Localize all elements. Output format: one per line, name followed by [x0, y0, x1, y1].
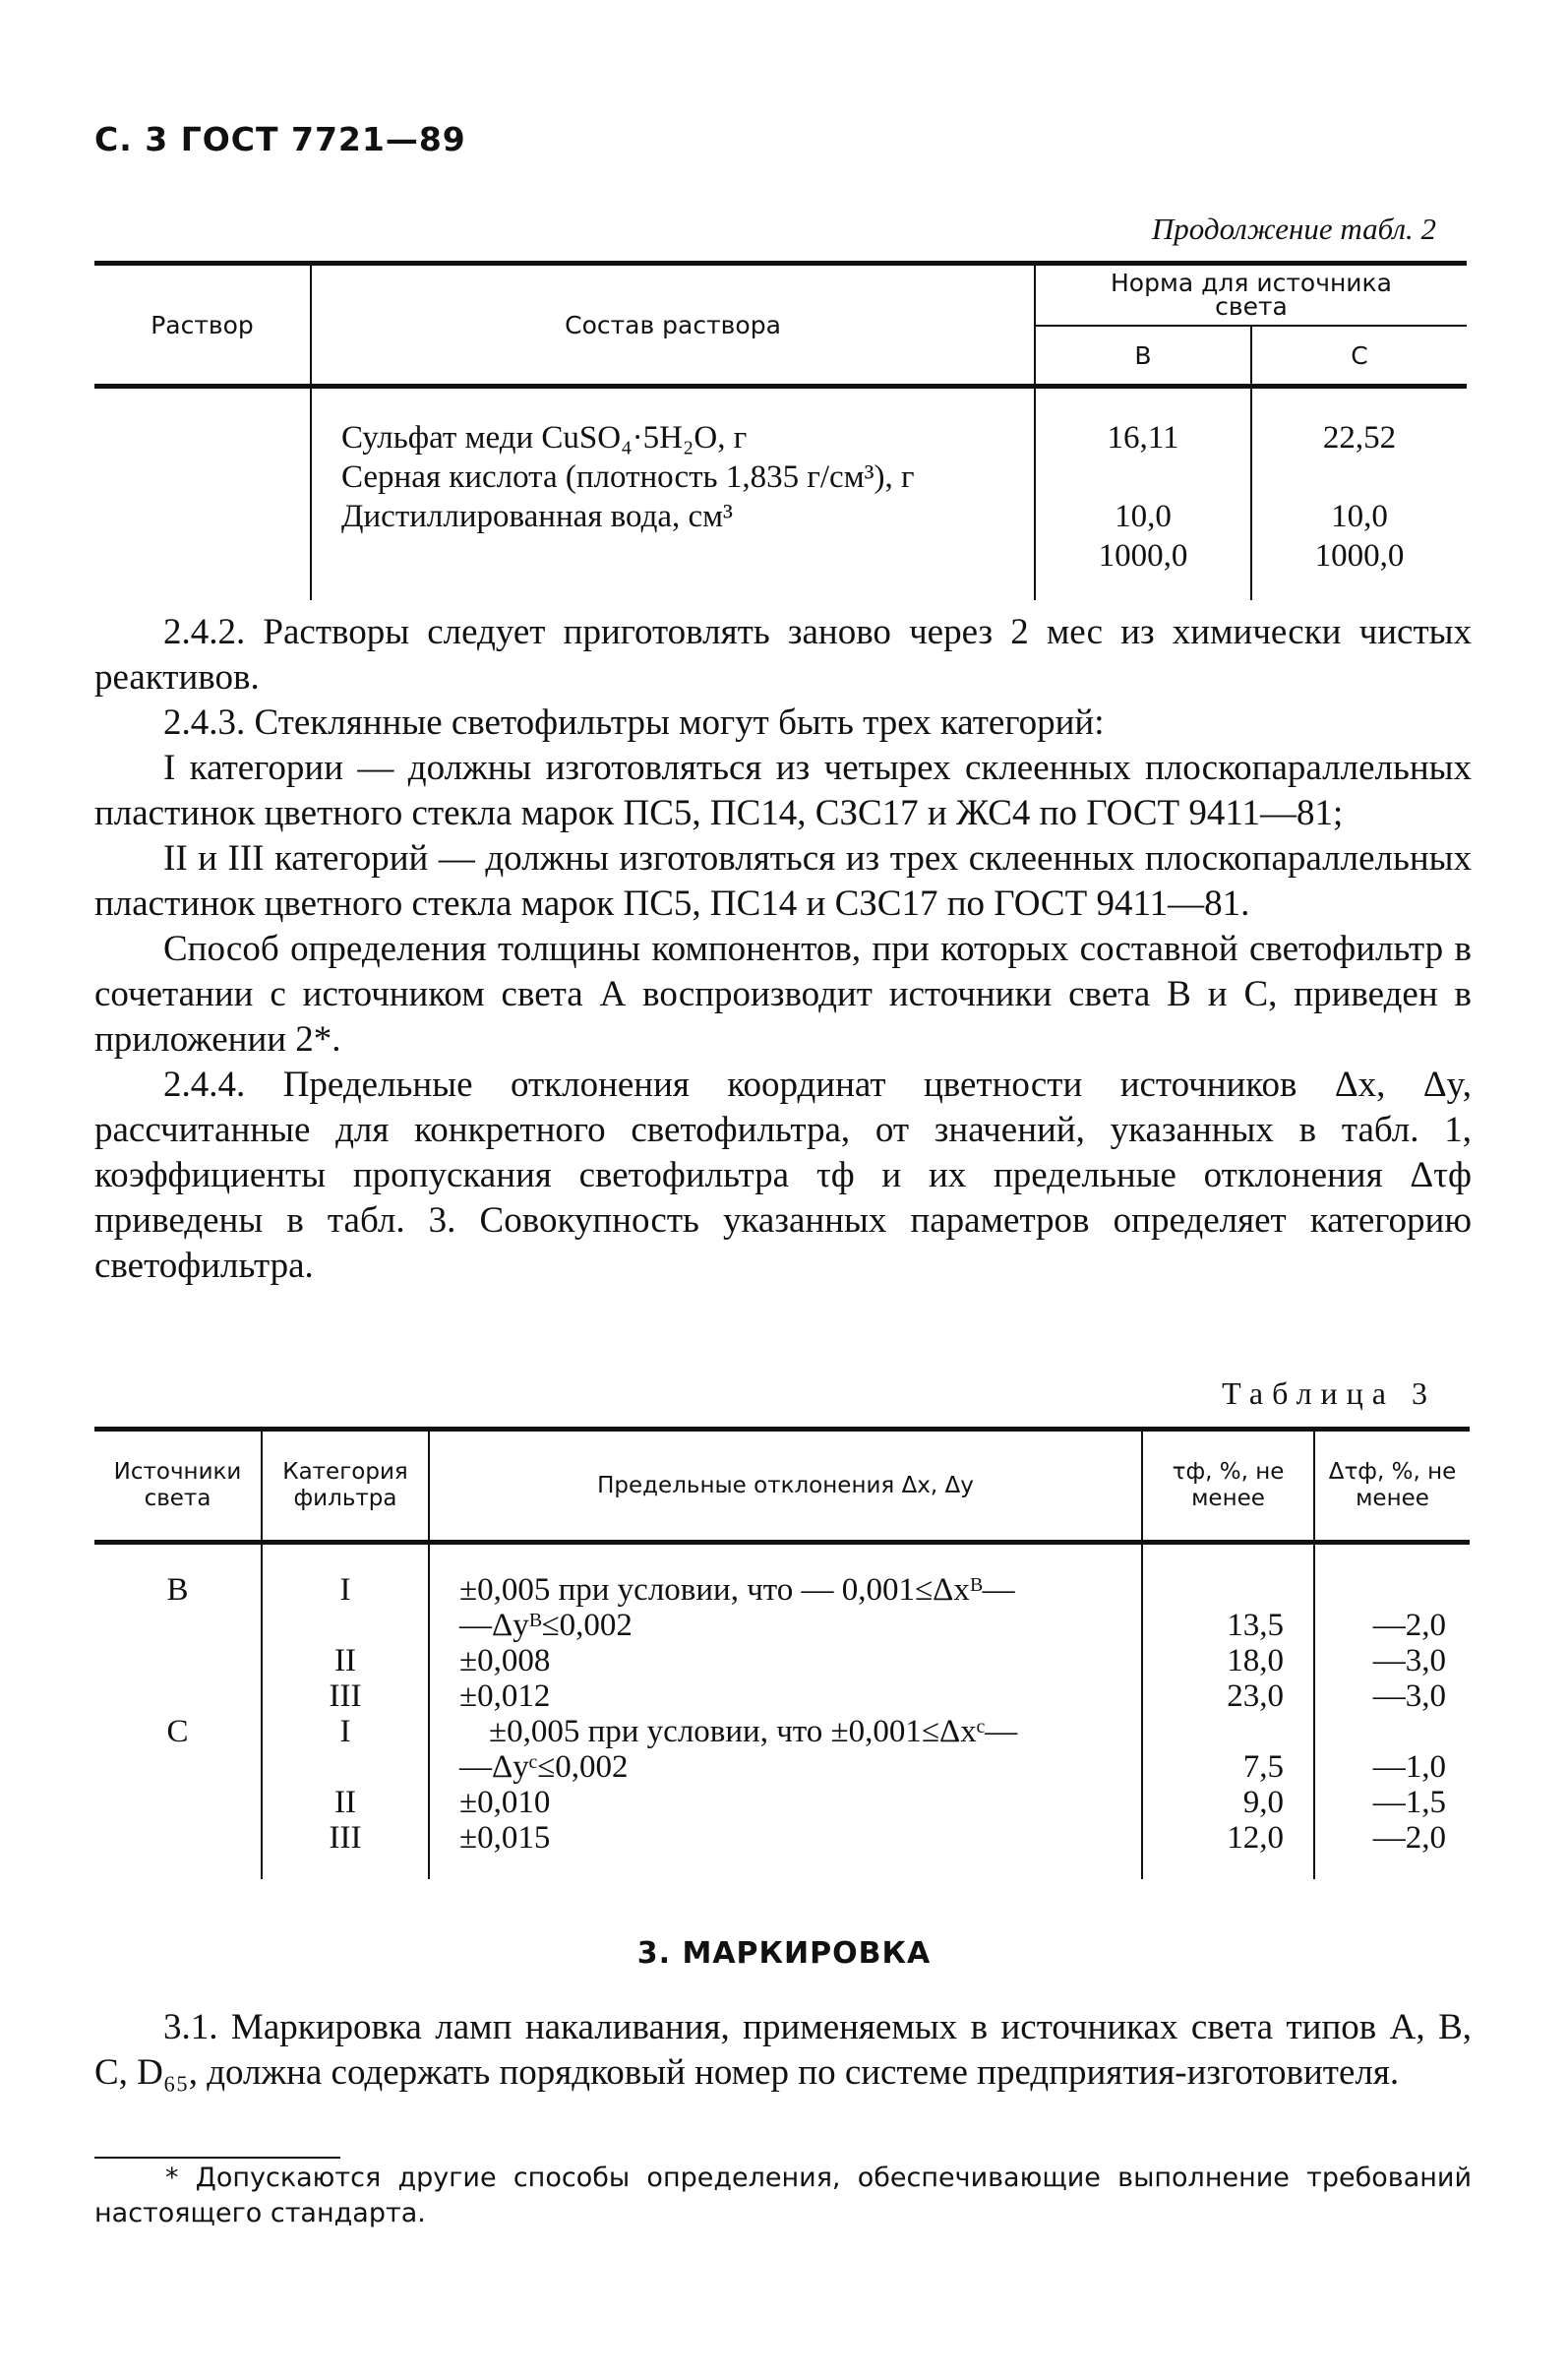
table-cell-b: 1000,0	[1098, 538, 1188, 574]
table-cell-category: I	[339, 1714, 351, 1749]
table3-tau-col	[1142, 1543, 1314, 1880]
table-cell-source: B	[166, 1572, 189, 1608]
table-cell-tau: 7,5	[1242, 1749, 1284, 1785]
table2-c-cell	[1251, 387, 1467, 601]
table-cell-dtau: —1,0	[1372, 1749, 1446, 1785]
table-row: Сульфат меди CuSO₄·5H₂O, г	[341, 420, 748, 456]
table3-source-col	[94, 1543, 262, 1880]
table2-b-cell	[1035, 387, 1251, 601]
table-cell-b: 10,0	[1115, 499, 1172, 534]
table3-caption: Таблица 3	[1222, 1375, 1436, 1411]
paragraph-3-1: 3.1. Маркировка ламп накаливания, применяемых в источниках света типов А, В, С, D₆₅, должна содержать порядковый номер по системе предприятия-изготовителя.	[94, 2007, 1472, 2093]
table-cell-deviation: —Δyᶜ≤0,002	[459, 1749, 629, 1785]
table-row: Дистиллированная вода, см³	[341, 499, 733, 534]
table-cell-c: 22,52	[1322, 420, 1397, 456]
table-cell-category: I	[339, 1572, 351, 1608]
table-cell-dtau: —3,0	[1372, 1678, 1446, 1714]
table-cell-dtau: —3,0	[1372, 1643, 1446, 1678]
table-cell-category: III	[329, 1678, 362, 1714]
table-row: Серная кислота (плотность 1,835 г/см³), г	[341, 459, 915, 495]
section-3-heading: 3. МАРКИРОВКА	[636, 1936, 932, 1971]
table-cell-category: III	[329, 1820, 362, 1856]
col-header-solution: Раствор	[94, 264, 311, 387]
paragraph-2-4-3-method: Способ определения толщины компонентов, при которых составной светофильтр в сочетании с источником света А воспроизводит источники света В и С, приведен в приложении 2*.	[94, 929, 1472, 1060]
col-header-c: С	[1251, 326, 1467, 387]
running-head: С. 3 ГОСТ 7721—89	[94, 120, 466, 158]
table-cell-tau: 18,0	[1227, 1643, 1284, 1678]
footnote	[94, 2161, 1472, 2231]
table-cell-dtau: —2,0	[1372, 1820, 1446, 1856]
table-cell-category: II	[334, 1643, 356, 1678]
table-cell-deviation: ±0,012	[459, 1678, 551, 1714]
table-cell-source: C	[166, 1714, 189, 1749]
col-header-deviation: Предельные отклонения Δx, Δy	[429, 1430, 1142, 1543]
section-2-4-text	[94, 610, 1472, 1289]
col-header-norm: Норма для источника света	[1035, 264, 1467, 327]
table-cell-dtau: —1,5	[1372, 1785, 1446, 1820]
table-cell-deviation: ±0,005 при условии, что ±0,001≤Δxᶜ—	[489, 1714, 1018, 1749]
table-cell-c: 1000,0	[1314, 538, 1405, 574]
table2-continuation-label: Продолжение табл. 2	[1151, 212, 1436, 246]
paragraph-2-4-3-cat23: II и III категорий — должны изготовляться из трех склеенных плоскопараллельных пластинок цветного стекла марок ПС5, ПС14 и СЗС17 по ГОСТ 9411—81.	[94, 838, 1472, 924]
table-3	[94, 1427, 1470, 1879]
table-cell-deviation: ±0,015	[459, 1820, 551, 1856]
section-3-text	[94, 2005, 1472, 2096]
table2-composition-cell	[311, 387, 1035, 601]
paragraph-2-4-3-intro: 2.4.3. Стеклянные светофильтры могут быть трех категорий:	[163, 702, 1105, 743]
table-cell-tau: 9,0	[1242, 1785, 1284, 1820]
table-cell-b: 16,11	[1107, 420, 1179, 456]
col-header-b: В	[1035, 326, 1251, 387]
col-header-source: Источники света	[94, 1430, 262, 1543]
table3-deviation-col	[429, 1543, 1142, 1880]
table3-dtau-col	[1314, 1543, 1470, 1880]
table-cell-c: 10,0	[1331, 499, 1388, 534]
table3-category-col	[262, 1543, 429, 1880]
paragraph-2-4-4: 2.4.4. Предельные отклонения координат цветности источников Δx, Δy, рассчитанные для конкретного светофильтра, от значений, указанных в табл. 1, коэффициенты пропускания светофильтра τф и их предельные отклонения Δτф приведены в табл. 3. Совокупность указанных параметров определяет категорию светофильтра.	[94, 1065, 1472, 1286]
table2-solution-cell	[94, 387, 311, 601]
col-header-tau: τф, %, не менее	[1142, 1430, 1314, 1543]
paragraph-2-4-2: 2.4.2. Растворы следует приготовлять заново через 2 мес из химически чистых реактивов.	[94, 612, 1472, 698]
table-cell-deviation: —Δyᴮ≤0,002	[459, 1608, 633, 1643]
col-header-dtau: Δτф, %, не менее	[1314, 1430, 1470, 1543]
table-cell-tau: 23,0	[1227, 1678, 1284, 1714]
col-header-composition: Состав раствора	[311, 264, 1035, 387]
col-header-category: Категория фильтра	[262, 1430, 429, 1543]
footnote-text: * Допускаются другие способы определения, обеспечивающие выполнение требований настоящего стандарта.	[94, 2163, 1472, 2228]
table-cell-tau: 12,0	[1227, 1820, 1284, 1856]
table-cell-dtau: —2,0	[1372, 1608, 1446, 1643]
table-cell-category: II	[334, 1785, 356, 1820]
table-2-continuation	[94, 261, 1467, 600]
table-cell-deviation: ±0,005 при условии, что — 0,001≤Δxᴮ—	[459, 1572, 1015, 1608]
table-cell-tau: 13,5	[1227, 1608, 1284, 1643]
paragraph-2-4-3-cat1: I категории — должны изготовляться из четырех склеенных плоскопараллельных пластинок цветного стекла марок ПС5, ПС14, СЗС17 и ЖС4 по ГОСТ 9411—81;	[94, 748, 1472, 833]
table-cell-deviation: ±0,010	[459, 1785, 551, 1820]
table-cell-deviation: ±0,008	[459, 1643, 551, 1678]
footnote-rule	[94, 2157, 340, 2159]
